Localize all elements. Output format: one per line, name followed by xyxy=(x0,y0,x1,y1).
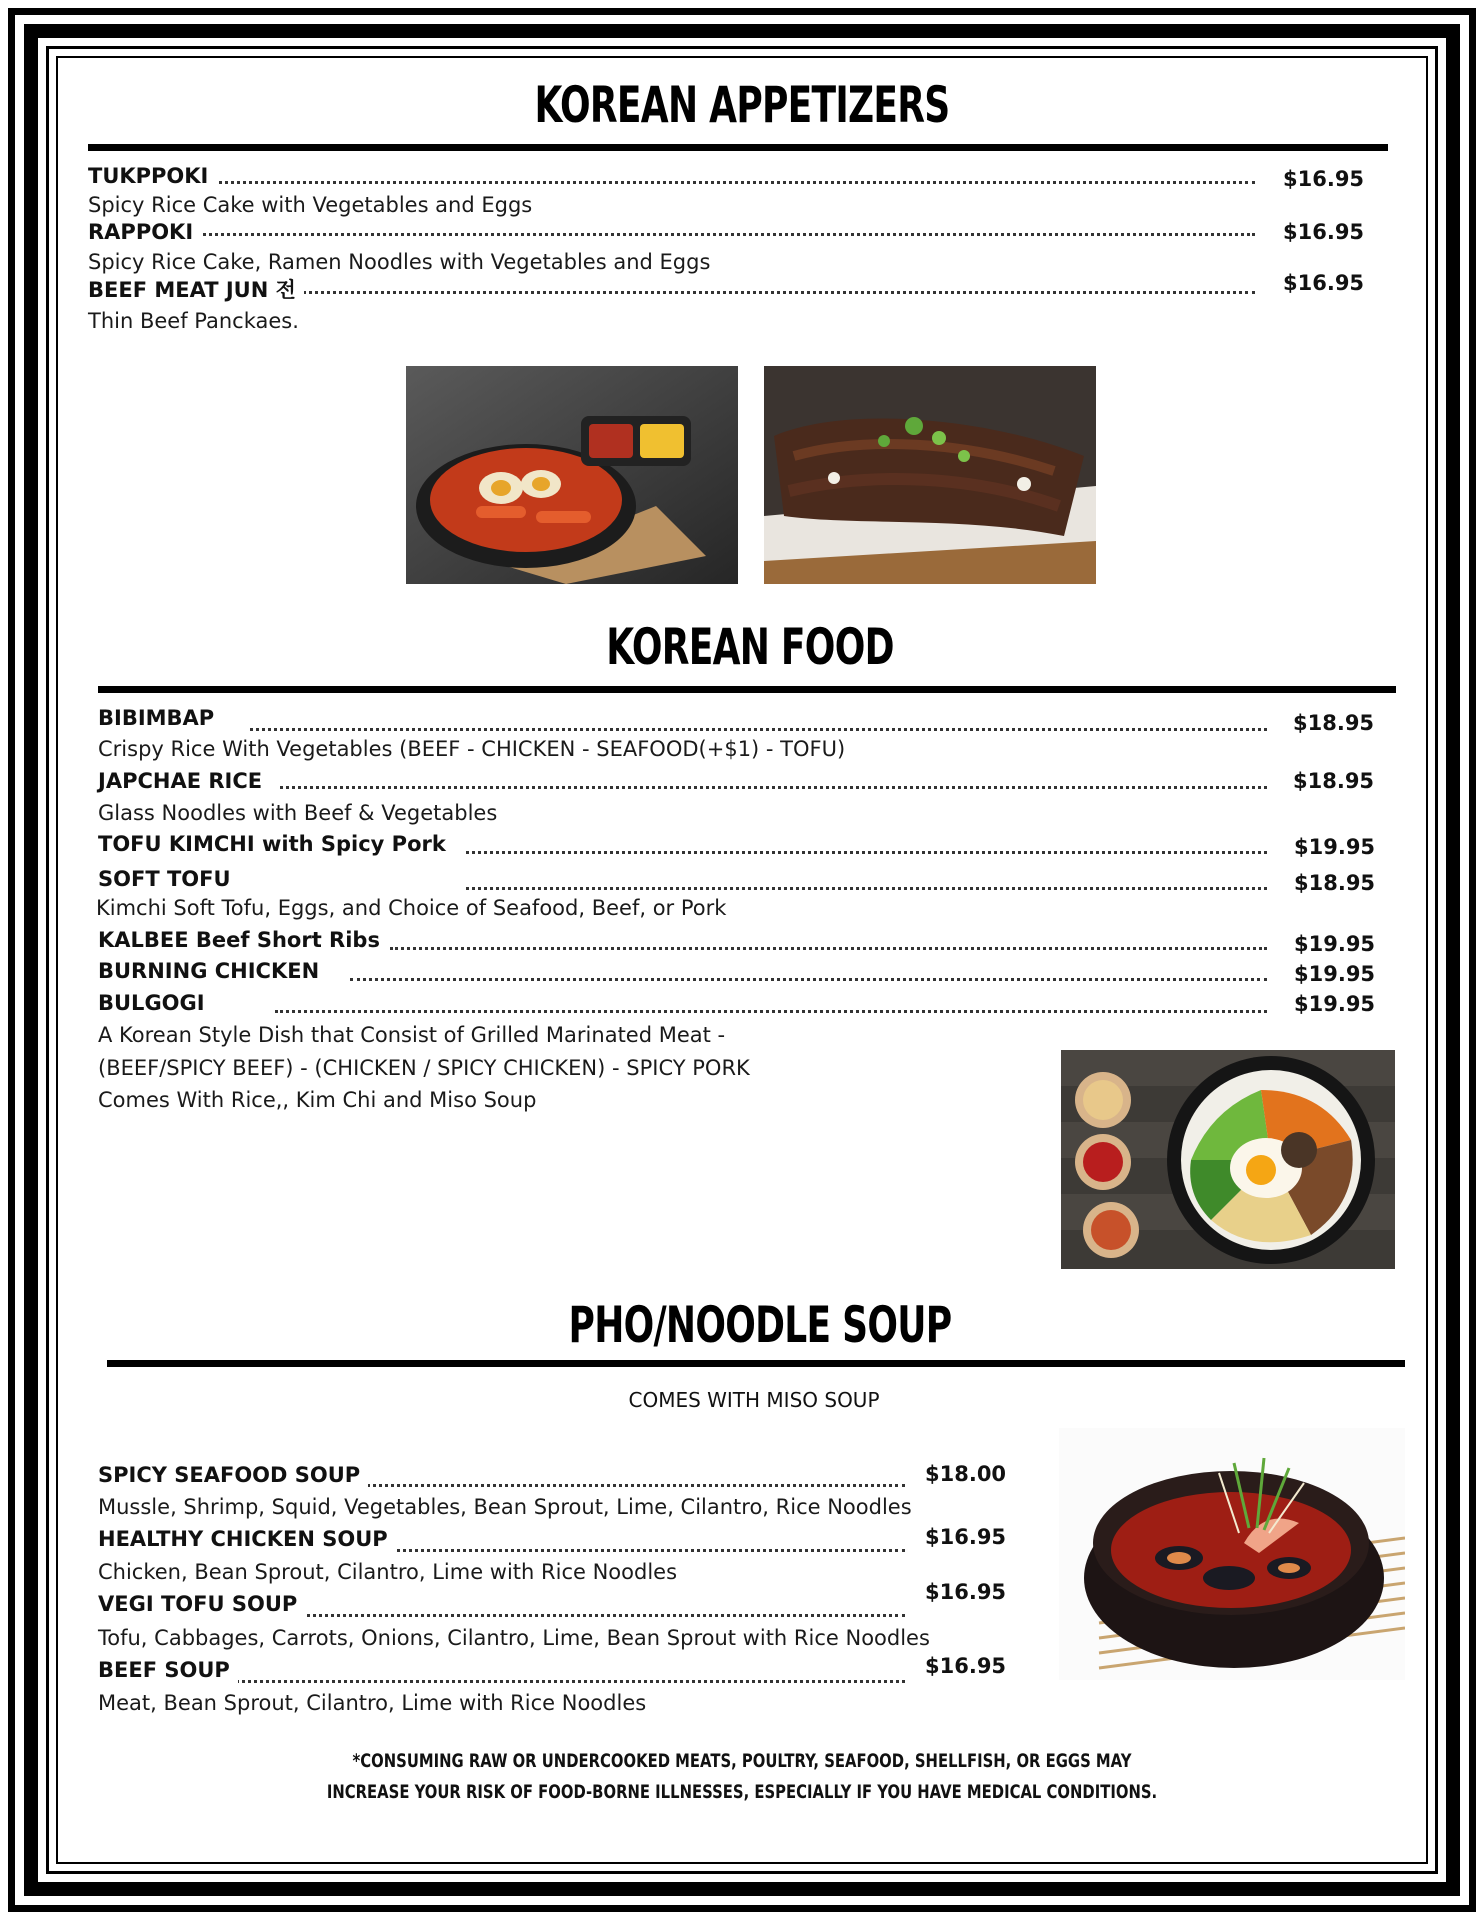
menu-item-desc: Spicy Rice Cake with Vegetables and Eggs xyxy=(88,193,533,217)
menu-item-name: JAPCHAE RICE xyxy=(98,768,270,794)
section-rule xyxy=(88,144,1388,151)
leader-dots xyxy=(250,728,1267,731)
menu-item-name: BIBIMBAP xyxy=(98,705,222,731)
leader-dots xyxy=(360,1484,905,1487)
menu-item-name: SPICY SEAFOOD SOUP xyxy=(98,1462,368,1488)
disclaimer-line-1: *CONSUMING RAW OR UNDERCOOKED MEATS, POULTRY, SEAFOOD, SHELLFISH, OR EGGS MAY xyxy=(352,1750,1132,1772)
menu-item-price: $16.95 xyxy=(1283,167,1365,191)
leader-dots xyxy=(225,1680,905,1683)
menu-item-price: $19.95 xyxy=(1294,962,1376,986)
menu-item-price: $18.95 xyxy=(1293,769,1375,793)
menu-item-name: TUKPPOKI xyxy=(88,163,216,189)
menu-item-name: TOFU KIMCHI with Spicy Pork xyxy=(98,831,454,857)
menu-item-name: RAPPOKI xyxy=(88,219,201,245)
leader-dots xyxy=(275,1010,1267,1013)
menu-item-desc: (BEEF/SPICY BEEF) - (CHICKEN / SPICY CHICKEN) - SPICY PORK xyxy=(98,1056,750,1080)
galbi-photo xyxy=(764,366,1096,584)
menu-item-price: $19.95 xyxy=(1294,992,1376,1016)
menu-item-name: KALBEE Beef Short Ribs xyxy=(98,927,388,953)
menu-item-desc: Meat, Bean Sprout, Cilantro, Lime with Rice Noodles xyxy=(98,1691,647,1715)
menu-item-desc: Tofu, Cabbages, Carrots, Onions, Cilantro, Lime, Bean Sprout with Rice Noodles xyxy=(98,1626,930,1650)
menu-item-name: BEEF MEAT JUN 전 xyxy=(88,277,304,303)
section-title-korean-food: KOREAN FOOD xyxy=(606,618,894,676)
leader-dots xyxy=(466,887,1267,890)
menu-item-price: $16.95 xyxy=(1283,220,1365,244)
tteokbokki-photo xyxy=(406,366,738,584)
menu-item-name: SOFT TOFU xyxy=(98,866,239,892)
section-title-appetizers: KOREAN APPETIZERS xyxy=(534,76,950,134)
menu-item-price: $19.95 xyxy=(1294,835,1376,859)
menu-item-desc: Kimchi Soft Tofu, Eggs, and Choice of Seafood, Beef, or Pork xyxy=(96,896,727,920)
menu-item-price: $16.95 xyxy=(925,1525,1007,1549)
menu-item-name: BURNING CHICKEN xyxy=(98,958,327,984)
leader-dots xyxy=(300,1614,905,1617)
section-title-pho: PHO/NOODLE SOUP xyxy=(568,1296,952,1354)
menu-item-desc: Glass Noodles with Beef & Vegetables xyxy=(98,801,498,825)
menu-item-price: $16.95 xyxy=(925,1580,1007,1604)
menu-item-name: BEEF SOUP xyxy=(98,1657,238,1683)
leader-dots xyxy=(390,947,1267,950)
menu-item-price: $18.95 xyxy=(1294,871,1376,895)
menu-item-price: $18.00 xyxy=(925,1462,1007,1486)
menu-item-desc: A Korean Style Dish that Consist of Grilled Marinated Meat - xyxy=(98,1023,726,1047)
menu-item-price: $16.95 xyxy=(925,1654,1007,1678)
section-rule xyxy=(98,686,1396,693)
menu-item-desc: Mussle, Shrimp, Squid, Vegetables, Bean Sprout, Lime, Cilantro, Rice Noodles xyxy=(98,1495,912,1519)
leader-dots xyxy=(350,978,1267,981)
menu-item-name: HEALTHY CHICKEN SOUP xyxy=(98,1526,396,1552)
leader-dots xyxy=(290,291,1255,294)
menu-item-desc: Chicken, Bean Sprout, Cilantro, Lime with Rice Noodles xyxy=(98,1560,678,1584)
menu-item-price: $18.95 xyxy=(1293,711,1375,735)
bibimbap-photo xyxy=(1061,1050,1395,1269)
leader-dots xyxy=(280,786,1267,789)
leader-dots xyxy=(200,181,1255,184)
menu-item-desc: Comes With Rice,, Kim Chi and Miso Soup xyxy=(98,1088,537,1112)
leader-dots xyxy=(180,233,1255,236)
menu-item-desc: Thin Beef Panckaes. xyxy=(88,309,299,333)
leader-dots xyxy=(466,851,1267,854)
menu-item-name: VEGI TOFU SOUP xyxy=(98,1591,305,1617)
menu-item-desc: Crispy Rice With Vegetables (BEEF - CHICKEN - SEAFOOD(+$1) - TOFU) xyxy=(98,737,846,761)
disclaimer-line-2: INCREASE YOUR RISK OF FOOD-BORNE ILLNESSES, ESPECIALLY IF YOU HAVE MEDICAL CONDITIONS. xyxy=(326,1781,1158,1803)
menu-item-price: $16.95 xyxy=(1283,271,1365,295)
seafood-soup-photo xyxy=(1059,1428,1405,1680)
leader-dots xyxy=(390,1549,905,1552)
menu-item-name: BULGOGI xyxy=(98,990,213,1016)
section-note: COMES WITH MISO SOUP xyxy=(628,1388,880,1412)
menu-item-price: $19.95 xyxy=(1294,932,1376,956)
section-rule xyxy=(107,1360,1405,1367)
menu-item-desc: Spicy Rice Cake, Ramen Noodles with Vegetables and Eggs xyxy=(88,250,711,274)
